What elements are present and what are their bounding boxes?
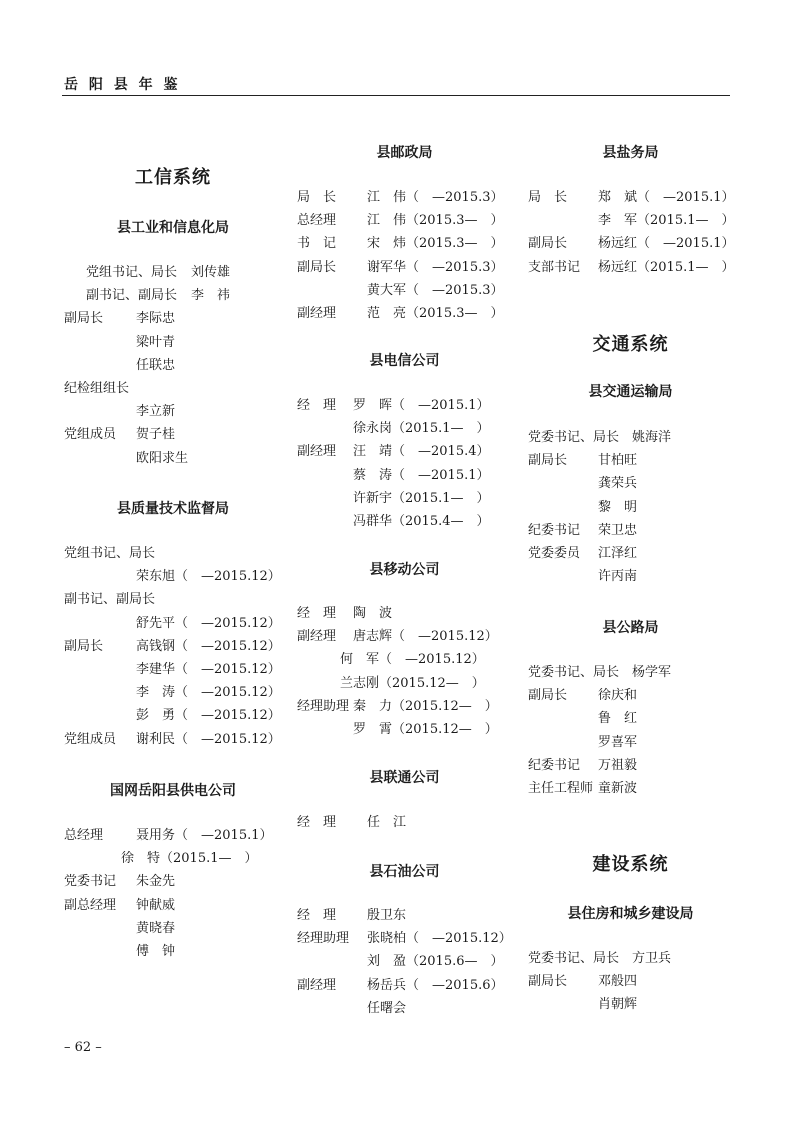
org-entries	[64, 824, 282, 963]
position-title: 党组成员	[64, 427, 117, 443]
staff-entry	[297, 209, 512, 232]
position-title: 副经理	[297, 305, 337, 321]
person-name: 李立新	[136, 404, 176, 420]
position-title: 纪检组组长	[64, 380, 130, 396]
staff-entry	[64, 377, 282, 400]
staff-entry	[297, 927, 512, 950]
position-title: 经 理	[297, 398, 337, 413]
position-title: 经 理	[297, 908, 337, 923]
person-name: 李 祎	[191, 288, 231, 304]
org-title: 县工业和信息化局	[117, 220, 229, 236]
person-name: 朱金先	[136, 874, 176, 890]
person-name: 杨学军	[632, 665, 672, 680]
staff-entry	[64, 728, 282, 751]
position-title: 主任工程师	[528, 780, 594, 796]
staff-entry	[528, 947, 733, 970]
page-number: – 62 –	[64, 1040, 102, 1055]
person-name: 许丙南	[598, 569, 638, 585]
staff-entry	[64, 400, 282, 423]
person-name: 方卫兵	[632, 951, 672, 966]
position-title: 副局长	[297, 259, 337, 275]
staff-entry	[528, 565, 733, 588]
org-title: 县移动公司	[369, 562, 440, 578]
staff-entry	[297, 394, 512, 417]
position-title: 经 理	[297, 606, 337, 621]
staff-entry	[297, 510, 512, 533]
staff-entry	[297, 464, 512, 487]
staff-entry	[64, 284, 282, 307]
staff-entry	[528, 707, 733, 730]
person-name: 杨远红（2015.1— ）	[598, 259, 735, 275]
position-title: 副总经理	[64, 897, 117, 913]
person-name: 张晓柏（ —2015.12）	[367, 931, 512, 947]
system-title-construction: 建设系统	[592, 854, 669, 875]
org-title: 县联通公司	[369, 770, 440, 786]
staff-entry	[64, 612, 282, 635]
person-name: 荣东旭（ —2015.12）	[136, 569, 281, 585]
person-name: 梁叶青	[136, 334, 176, 350]
yearbook-header-title: 岳 阳 县 年 鉴	[64, 77, 181, 93]
staff-entry	[64, 261, 282, 284]
person-name: 何 军（ —2015.12）	[340, 652, 485, 668]
position-title: 总经理	[64, 828, 104, 843]
staff-entry	[64, 940, 282, 963]
staff-entry	[528, 472, 733, 495]
person-name: 陶 波	[353, 606, 393, 621]
person-name: 李 涛（ —2015.12）	[136, 685, 281, 701]
staff-entry	[297, 904, 512, 927]
staff-entry	[297, 997, 512, 1020]
staff-entry	[528, 449, 733, 472]
staff-entry	[64, 847, 282, 870]
person-name: 任 江	[367, 815, 407, 830]
position-title: 党委委员	[528, 545, 581, 561]
org-title: 县石油公司	[369, 864, 440, 880]
staff-entry	[528, 519, 733, 542]
person-name: 杨远红（ —2015.1）	[598, 236, 735, 252]
position-title: 副经理	[297, 629, 337, 645]
person-name: 龚荣兵	[598, 476, 638, 492]
staff-entry	[64, 447, 282, 470]
staff-entry	[64, 870, 282, 893]
staff-entry	[297, 625, 512, 648]
person-name: 黎 明	[598, 499, 638, 515]
staff-entry	[64, 894, 282, 917]
staff-entry	[528, 186, 733, 209]
org-title: 国网岳阳县供电公司	[110, 783, 236, 799]
org-title: 县公路局	[602, 620, 659, 636]
position-title: 副局长	[528, 453, 568, 469]
org-entries	[64, 261, 282, 470]
person-name: 江泽红	[598, 545, 638, 561]
person-name: 高钱钢（ —2015.12）	[136, 638, 281, 654]
position-title: 党组成员	[64, 731, 117, 747]
org-entries	[297, 811, 512, 834]
org-title: 县质量技术监督局	[117, 501, 229, 517]
position-title: 局 长	[297, 190, 337, 205]
staff-entry	[297, 974, 512, 997]
person-name: 唐志辉（ —2015.12）	[353, 629, 498, 645]
person-name: 邓般四	[598, 974, 638, 990]
org-title: 县邮政局	[376, 145, 433, 161]
staff-entry	[64, 917, 282, 940]
staff-entry	[297, 648, 512, 671]
org-title: 县交通运输局	[588, 384, 673, 400]
position-title: 局 长	[528, 190, 568, 205]
person-name: 钟献威	[136, 897, 176, 913]
staff-entry	[528, 970, 733, 993]
position-title: 副书记、副局长	[86, 288, 178, 304]
staff-entry	[528, 256, 733, 279]
staff-entry	[64, 681, 282, 704]
staff-entry	[528, 993, 733, 1016]
org-title: 县住房和城乡建设局	[567, 906, 694, 922]
system-title-transport: 交通系统	[592, 334, 669, 355]
staff-entry	[297, 718, 512, 741]
position-title: 副局长	[528, 688, 568, 704]
person-name: 徐永岗（2015.1— ）	[353, 421, 490, 437]
person-name: 甘柏旺	[598, 453, 638, 469]
person-name: 彭 勇（ —2015.12）	[136, 708, 281, 724]
person-name: 罗喜军	[598, 734, 638, 750]
person-name: 谢军华（ —2015.3）	[367, 259, 504, 275]
staff-entry	[528, 209, 733, 232]
staff-entry	[64, 423, 282, 446]
person-name: 蔡 涛（ —2015.1）	[353, 467, 490, 483]
position-title: 副局长	[528, 974, 568, 990]
person-name: 欧阳求生	[136, 450, 189, 466]
staff-entry	[64, 565, 282, 588]
staff-entry	[64, 658, 282, 681]
person-name: 李建华（ —2015.12）	[136, 661, 281, 677]
position-title: 副经理	[297, 444, 337, 460]
staff-entry	[64, 704, 282, 727]
position-title: 纪委书记	[528, 757, 581, 773]
staff-entry	[64, 588, 282, 611]
position-title: 党组书记、局长	[86, 265, 178, 280]
staff-entry	[297, 487, 512, 510]
person-name: 刘传雄	[191, 265, 231, 280]
person-name: 徐 特（2015.1— ）	[121, 851, 258, 867]
org-title: 县盐务局	[602, 145, 659, 161]
person-name: 李际忠	[136, 311, 176, 327]
person-name: 姚海洋	[632, 430, 672, 445]
position-title: 副局长	[64, 311, 104, 327]
person-name: 黄晓春	[136, 920, 176, 936]
org-entries	[297, 186, 512, 325]
position-title: 党组书记、局长	[64, 546, 156, 561]
person-name: 郑 斌（ —2015.1）	[598, 190, 735, 205]
person-name: 任曙会	[367, 1000, 407, 1016]
person-name: 傅 钟	[136, 943, 176, 959]
person-name: 黄大军（ —2015.3）	[367, 282, 504, 298]
org-entries	[528, 661, 733, 800]
person-name: 舒先平（ —2015.12）	[136, 615, 281, 631]
staff-entry	[528, 684, 733, 707]
staff-entry	[528, 731, 733, 754]
staff-entry	[297, 950, 512, 973]
staff-entry	[528, 661, 733, 684]
staff-entry	[297, 186, 512, 209]
person-name: 许新宇（2015.1— ）	[353, 490, 490, 506]
person-name: 荣卫忠	[598, 522, 638, 538]
person-name: 冯群华（2015.4— ）	[353, 513, 490, 529]
position-title: 纪委书记	[528, 522, 581, 538]
org-entries	[297, 602, 512, 741]
staff-entry	[297, 440, 512, 463]
staff-entry	[528, 232, 733, 255]
position-title: 副书记、副局长	[64, 592, 156, 608]
org-entries	[297, 394, 512, 533]
staff-entry	[528, 426, 733, 449]
position-title: 党委书记、局长	[528, 951, 620, 966]
staff-entry	[297, 256, 512, 279]
staff-entry	[528, 754, 733, 777]
person-name: 贺子桂	[136, 427, 176, 443]
staff-entry	[297, 302, 512, 325]
org-entries	[297, 904, 512, 1020]
staff-entry	[297, 417, 512, 440]
staff-entry	[297, 672, 512, 695]
person-name: 杨岳兵（ —2015.6）	[367, 977, 504, 993]
staff-entry	[64, 307, 282, 330]
person-name: 刘 盈（2015.6— ）	[367, 954, 504, 970]
staff-entry	[297, 695, 512, 718]
person-name: 徐庆和	[598, 688, 638, 704]
person-name: 秦 力（2015.12— ）	[353, 698, 498, 714]
org-title: 县电信公司	[369, 353, 440, 369]
org-entries	[64, 542, 282, 751]
position-title: 总经理	[297, 213, 337, 229]
staff-entry	[297, 232, 512, 255]
staff-entry	[64, 542, 282, 565]
org-entries	[528, 186, 733, 279]
person-name: 罗 霄（2015.12— ）	[353, 721, 498, 737]
person-name: 谢利民（ —2015.12）	[136, 731, 281, 747]
staff-entry	[64, 635, 282, 658]
position-title: 书 记	[297, 236, 337, 252]
position-title: 党委书记、局长	[528, 430, 620, 445]
staff-entry	[297, 811, 512, 834]
person-name: 李 军（2015.1— ）	[598, 213, 735, 229]
org-entries	[528, 426, 733, 588]
position-title: 副经理	[297, 977, 337, 993]
header-rule	[62, 95, 730, 96]
person-name: 聂用务（ —2015.1）	[136, 828, 273, 843]
staff-entry	[64, 824, 282, 847]
person-name: 江 伟（2015.3— ）	[367, 213, 504, 229]
person-name: 范 亮（2015.3— ）	[367, 305, 504, 321]
org-entries	[528, 947, 733, 1017]
staff-entry	[297, 602, 512, 625]
person-name: 肖朝辉	[598, 997, 638, 1013]
person-name: 万祖毅	[598, 757, 638, 773]
position-title: 经理助理	[297, 698, 350, 714]
person-name: 江 伟（ —2015.3）	[367, 190, 504, 205]
staff-entry	[528, 777, 733, 800]
person-name: 罗 晖（ —2015.1）	[353, 398, 490, 413]
position-title: 党委书记、局长	[528, 665, 620, 680]
position-title: 经理助理	[297, 931, 350, 947]
staff-entry	[297, 279, 512, 302]
staff-entry	[64, 354, 282, 377]
position-title: 副局长	[64, 638, 104, 654]
position-title: 副局长	[528, 236, 568, 252]
staff-entry	[528, 542, 733, 565]
system-title-industry: 工信系统	[135, 167, 211, 188]
person-name: 任联忠	[136, 357, 176, 373]
staff-entry	[64, 331, 282, 354]
person-name: 汪 靖（ —2015.4）	[353, 444, 490, 460]
person-name: 鲁 红	[598, 711, 638, 727]
person-name: 宋 炜（2015.3— ）	[367, 236, 504, 252]
position-title: 经 理	[297, 815, 337, 830]
person-name: 兰志刚（2015.12— ）	[340, 675, 485, 691]
staff-entry	[528, 496, 733, 519]
person-name: 殷卫东	[367, 908, 407, 923]
position-title: 支部书记	[528, 259, 581, 275]
person-name: 童新波	[598, 780, 638, 796]
position-title: 党委书记	[64, 874, 117, 890]
